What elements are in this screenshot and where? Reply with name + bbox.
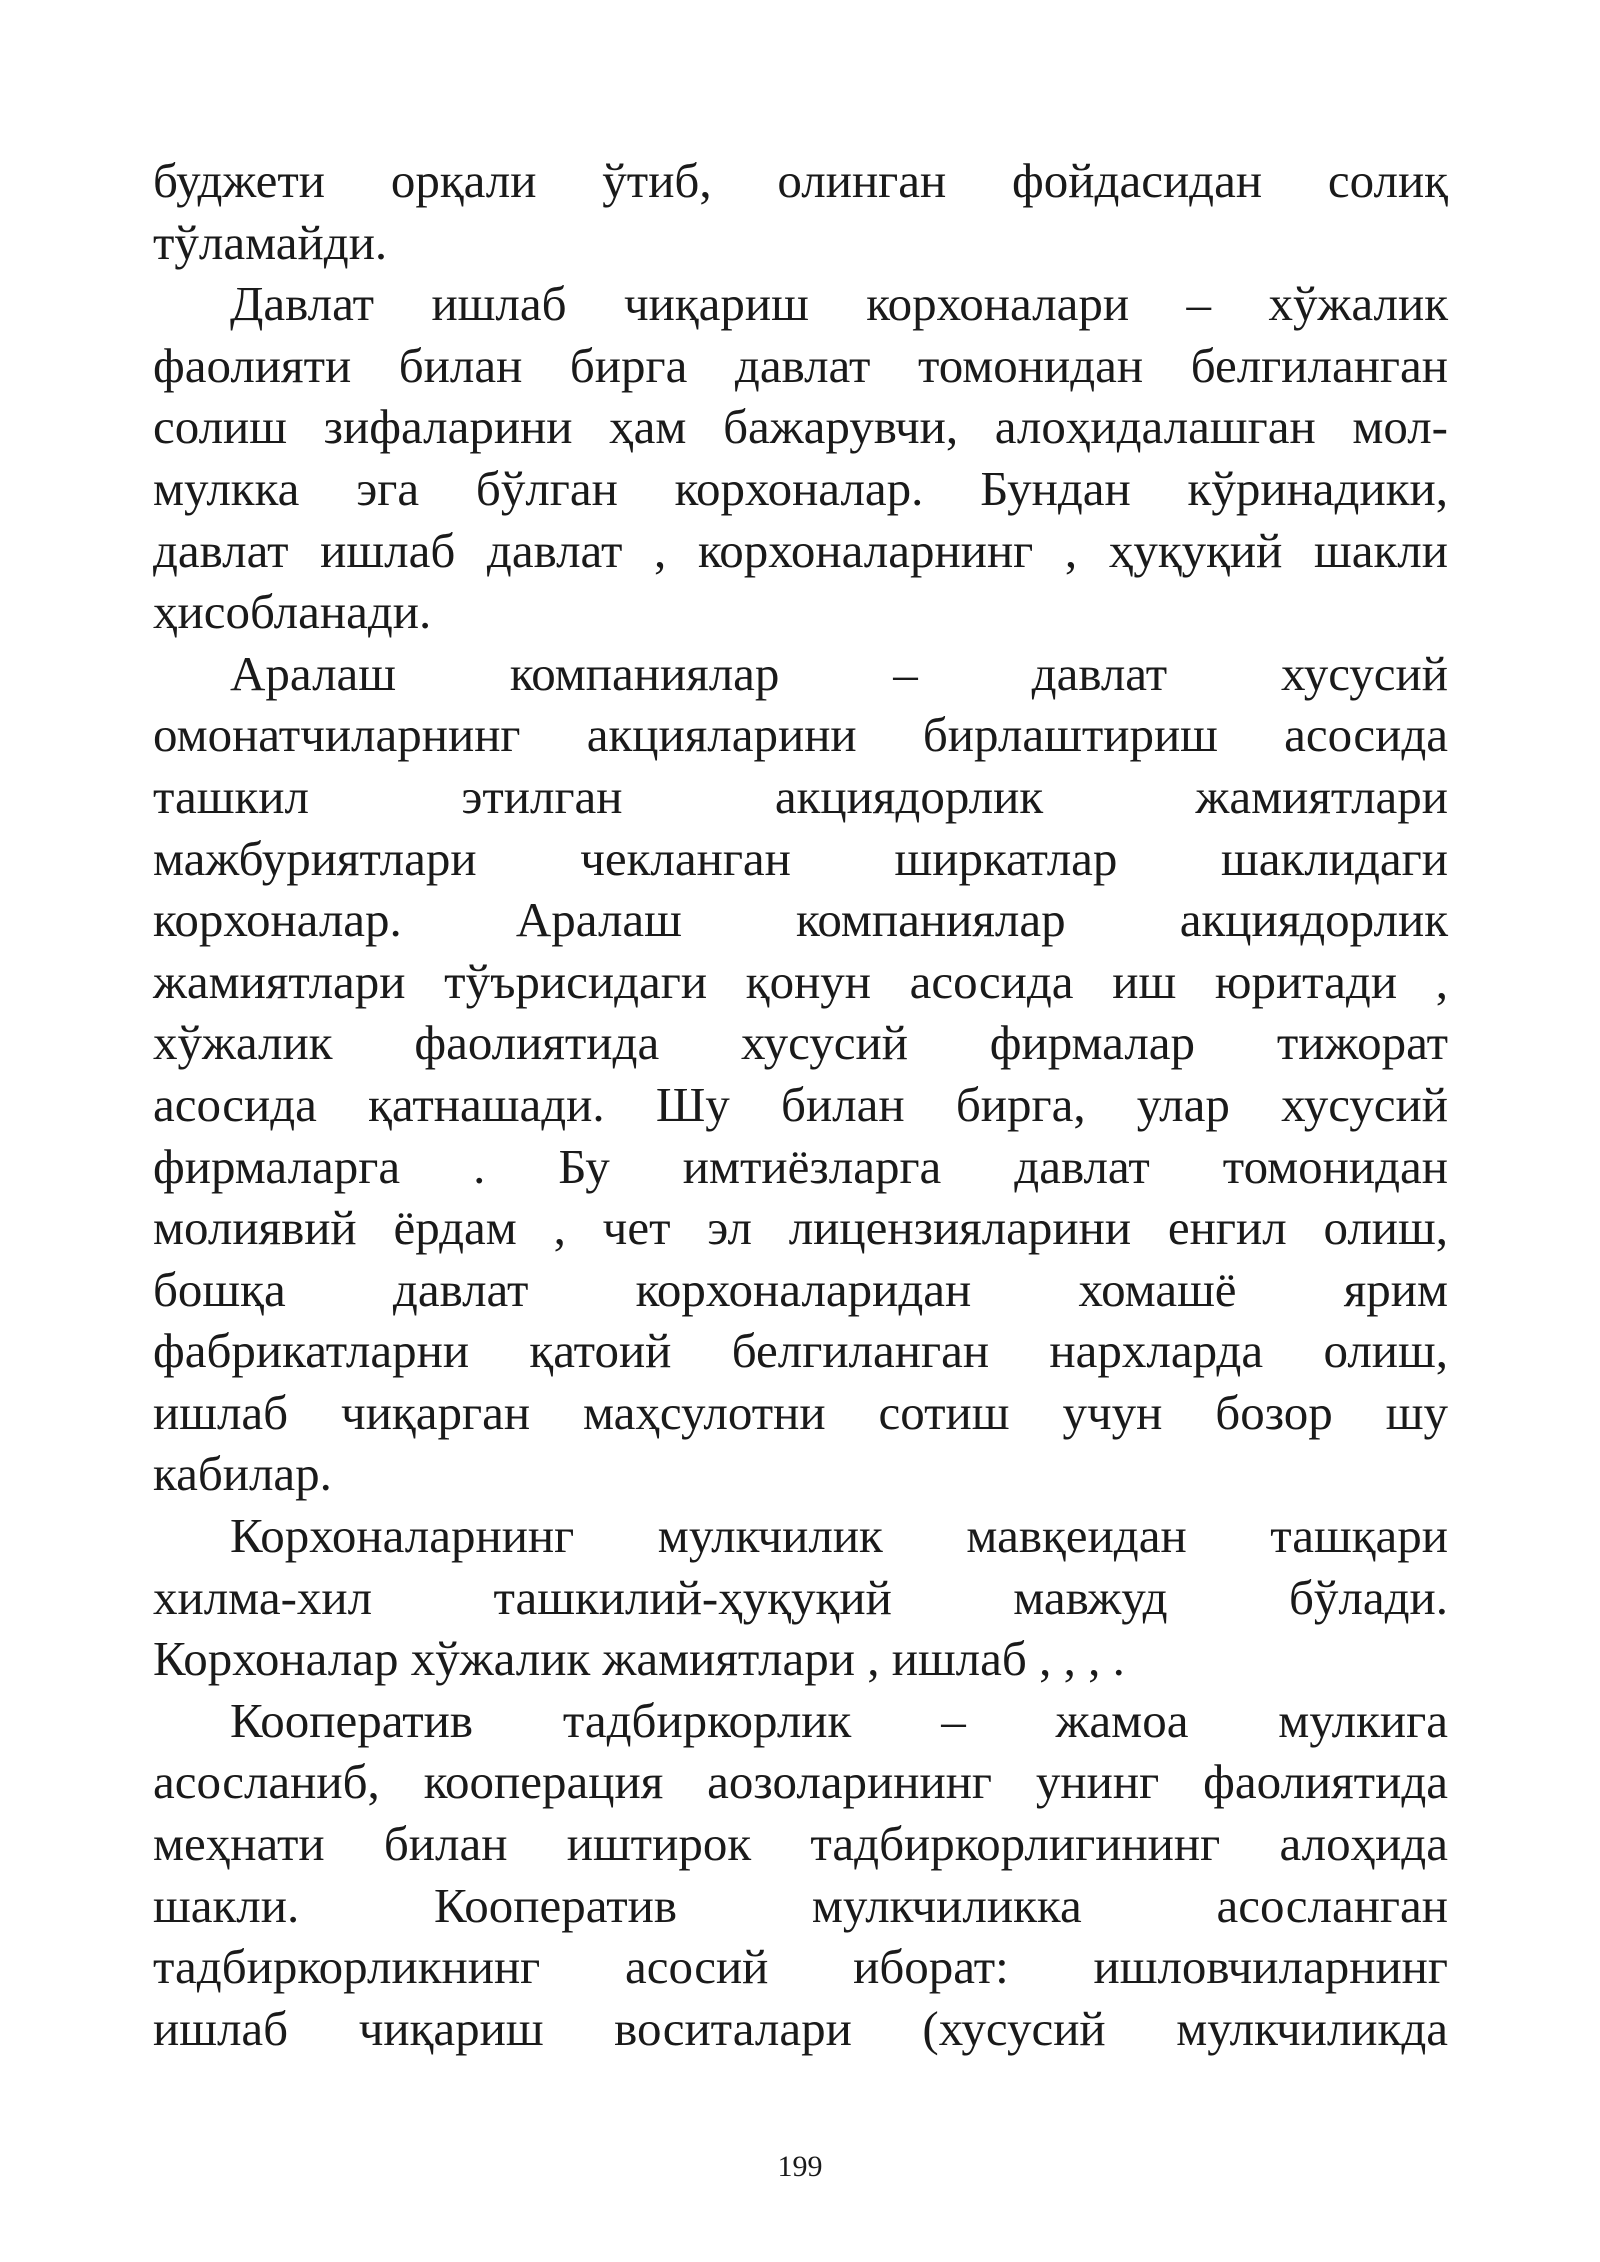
text-line: тўламайди.	[153, 214, 388, 270]
paragraph-first-line: Корхоналарнинг мулкчилик мавқеидан ташқари	[230, 1508, 1448, 1564]
paragraph-first-line: Аралаш компаниялар – давлат хусусий	[230, 645, 1448, 701]
text-line: хўжалик фаолиятида хусусий фирмалар тижорат	[153, 1015, 1448, 1071]
text-line: бошқа давлат корхоналаридан хомашё ярим	[153, 1261, 1448, 1317]
paragraph-first-line: Давлат ишлаб чиқариш корхоналари – хўжалик	[230, 276, 1448, 332]
text-line: давлат ишлаб давлат , корхоналарнинг , ҳуқуқий шакли	[153, 522, 1448, 578]
text-line: корхоналар. Аралаш компаниялар акциядорлик	[153, 892, 1448, 948]
text-line: солиш зифаларини ҳам бажарувчи, алоҳидалашган мол-	[153, 399, 1448, 455]
text-line: фирмаларга . Бу имтиёзларга давлат томонидан	[153, 1138, 1448, 1194]
text-line: буджети орқали ўтиб, олинган фойдасидан солиқ	[153, 153, 1448, 208]
body-text	[153, 150, 1448, 2059]
text-line: фаолияти билан бирга давлат томонидан белгиланган	[153, 337, 1448, 393]
text-line: ишлаб чиқариш воситалари (хусусий мулкчиликда	[153, 2000, 1448, 2056]
text-line: жамиятлари тўърисидаги қонун асосида иш юритади ,	[153, 953, 1448, 1009]
text-line: мулкка эга бўлган корхоналар. Бундан кўринадики,	[153, 460, 1448, 516]
text-line: кабилар.	[153, 1446, 332, 1502]
paragraph-first-line: Кооператив тадбиркорлик – жамоа мулкига	[230, 1692, 1448, 1748]
text-line: хилма-хил ташкилий-ҳуқуқий мавжуд бўлади.	[153, 1569, 1448, 1625]
text-line: тадбиркорликнинг асосий иборат: ишловчиларнинг	[153, 1939, 1448, 1995]
page-number: 199	[777, 2150, 823, 2183]
text-line: ташкил этилган акциядорлик жамиятлари	[153, 768, 1448, 824]
text-line: ҳисобланади.	[153, 584, 432, 640]
text-line: молиявий ёрдам , чет эл лицензияларини енгил олиш,	[153, 1200, 1448, 1256]
text-line: омонатчиларнинг акцияларини бирлаштириш асосида	[153, 707, 1448, 763]
text-line: шакли. Кооператив мулкчиликка асосланган	[153, 1877, 1448, 1933]
text-line: меҳнати билан иштирок тадбиркорлигининг алоҳида	[153, 1816, 1448, 1872]
text-line: мажбуриятлари чекланган ширкатлар шаклидаги	[153, 830, 1448, 886]
text-line: асосида қатнашади. Шу билан бирга, улар хусусий	[153, 1076, 1448, 1132]
text-line: ишлаб чиқарган маҳсулотни сотиш учун бозор шу	[153, 1384, 1448, 1440]
text-line: Корхоналар хўжалик жамиятлари , ишлаб , , , .	[153, 1631, 1125, 1687]
text-line: фабрикатларни қатоий белгиланган нархларда олиш,	[153, 1323, 1448, 1379]
text-line: асосланиб, кооперация аозоларининг унинг фаолиятида	[153, 1754, 1448, 1810]
